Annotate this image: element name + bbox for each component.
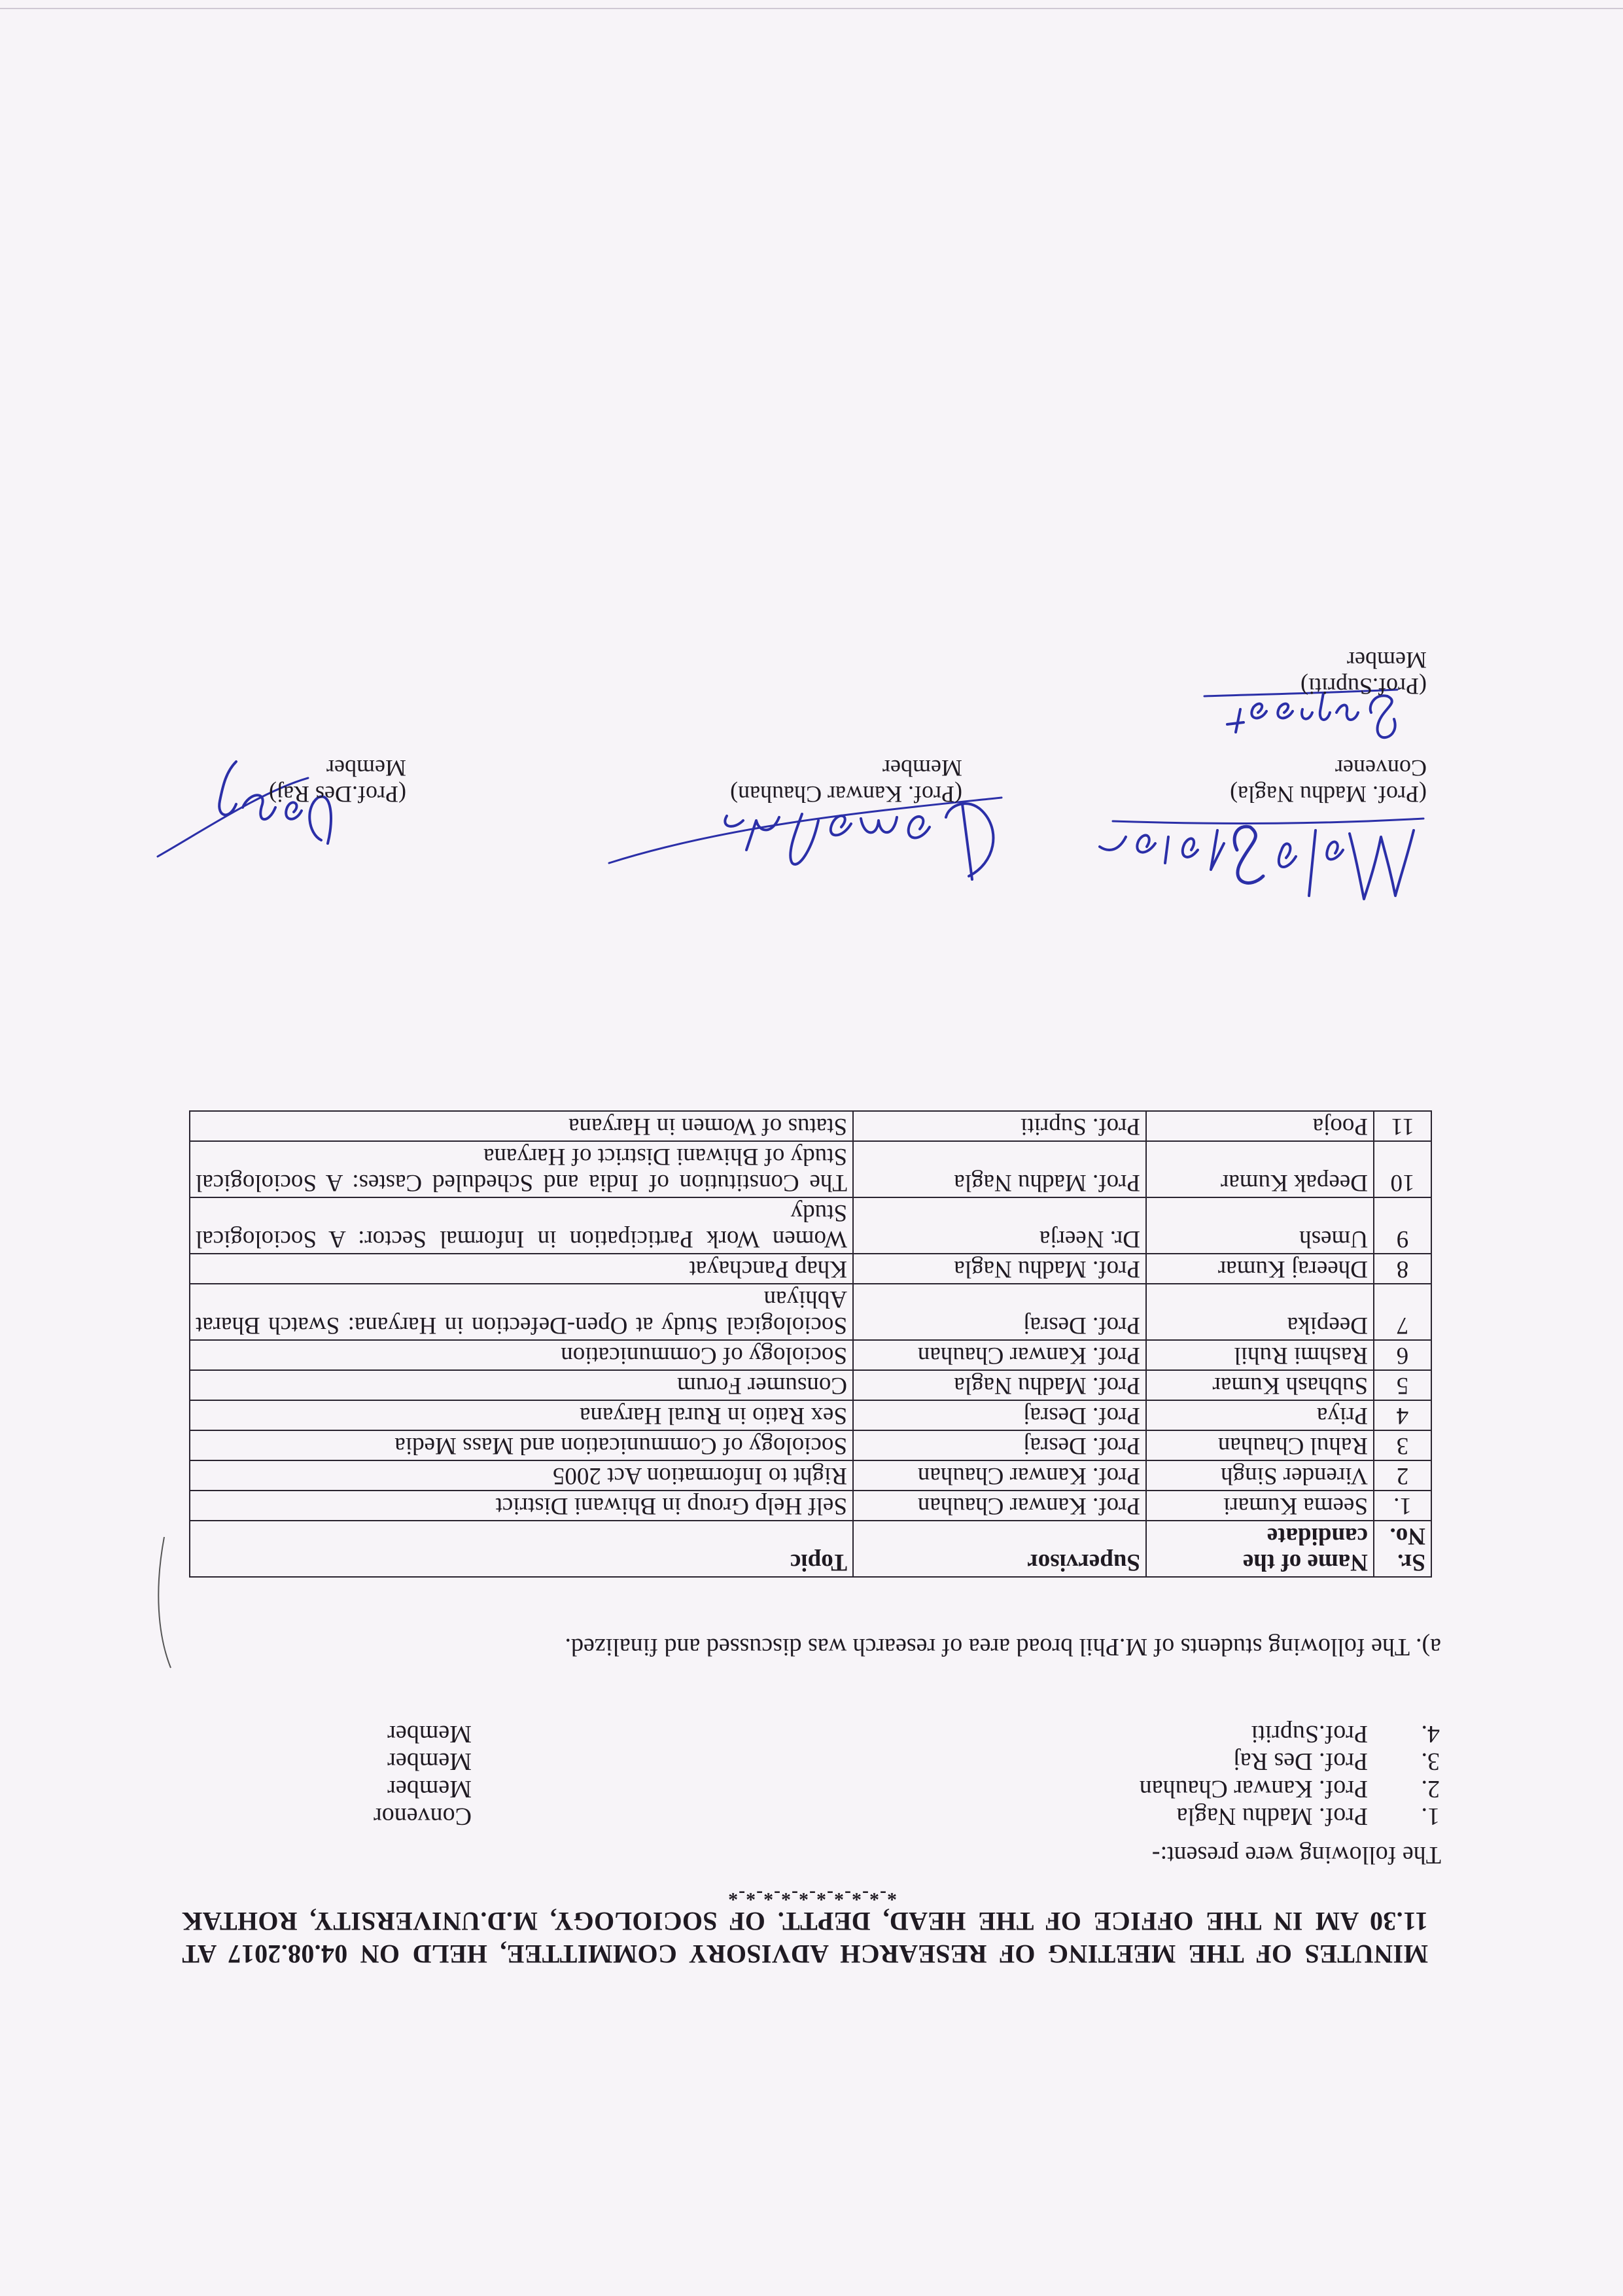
cell-candidate: Virender Singh: [1146, 1460, 1374, 1491]
cell-sr: 9: [1374, 1197, 1431, 1254]
page-bottom-edge: [0, 8, 1623, 9]
signatory-desraj: [269, 755, 406, 807]
cell-topic: Khap Panchayat: [190, 1254, 853, 1284]
member-name: Prof. Madhu Nagla: [1176, 1803, 1368, 1830]
cell-sr: 10: [1374, 1141, 1431, 1197]
cell-supervisor: Prof. Madhu Nagla: [853, 1370, 1146, 1400]
signatory-role: Member: [1347, 647, 1427, 673]
table-row: [190, 1370, 1431, 1400]
signatory-name: (Prof.Des Raj): [269, 781, 406, 807]
cell-sr: 11: [1374, 1111, 1431, 1141]
table-row: [190, 1460, 1431, 1491]
present-label: The following were present:-: [1151, 1841, 1441, 1869]
member-role: Member: [387, 1720, 472, 1748]
cell-candidate: Deepika: [1146, 1284, 1374, 1340]
cell-topic: Self Help Group in Bhiwani District: [190, 1491, 853, 1521]
table-header-row: [190, 1521, 1431, 1577]
signatory-role: Member: [326, 755, 406, 781]
cell-topic: Sociological Study at Open-Defection in Haryana: Swatch Bharat Abhiyan: [190, 1284, 853, 1340]
document-title: [182, 1905, 1428, 1970]
cell-supervisor: Prof. Desraj: [853, 1284, 1146, 1340]
title-line-1: MINUTES OF THE MEETING OF RESEARCH ADVISORY COMMITTEE, HELD ON 04.08.2017 AT: [182, 1939, 1428, 1969]
title-separator: *-*-*-*-*-*-*-*-*-*: [727, 1883, 897, 1905]
member-role: Convenor: [374, 1803, 472, 1830]
cell-sr: 4: [1374, 1400, 1431, 1430]
cell-candidate: Deepak Kumar: [1146, 1141, 1374, 1197]
cell-candidate: Priya: [1146, 1400, 1374, 1430]
member-role: Member: [387, 1748, 472, 1775]
header-topic: Topic: [190, 1521, 853, 1577]
cell-topic: Women Work Participation in Informal Sector: A Sociological Study: [190, 1197, 853, 1254]
cell-supervisor: Prof. Madhu Nagla: [853, 1254, 1146, 1284]
member-role: Member: [387, 1775, 472, 1803]
cell-supervisor: Dr. Neerja: [853, 1197, 1146, 1254]
member-number: 3.: [1421, 1748, 1440, 1775]
cell-sr: 8: [1374, 1254, 1431, 1284]
cell-candidate: Subhash Kumar: [1146, 1370, 1374, 1400]
cell-candidate: Umesh: [1146, 1197, 1374, 1254]
cell-supervisor: Prof. Kanwar Chauhan: [853, 1340, 1146, 1370]
cell-sr: 5: [1374, 1370, 1431, 1400]
table-row: [190, 1491, 1431, 1521]
cell-supervisor: Prof. Desraj: [853, 1430, 1146, 1460]
header-candidate: Name of the candidate: [1146, 1521, 1374, 1577]
table-row: [190, 1340, 1431, 1370]
table-row: [190, 1111, 1431, 1141]
table-row: [190, 1141, 1431, 1197]
cell-topic: Consumer Forum: [190, 1370, 853, 1400]
cell-sr: 2: [1374, 1460, 1431, 1491]
cell-sr: 1.: [1374, 1491, 1431, 1521]
member-number: 2.: [1421, 1775, 1440, 1803]
cell-supervisor: Prof. Supriti: [853, 1111, 1146, 1141]
research-topics-table: [189, 1110, 1432, 1578]
table-row: [190, 1430, 1431, 1460]
cell-topic: The Constitution of India and Scheduled Castes: A Sociological Study of Bhiwani District of Haryana: [190, 1141, 853, 1197]
cell-sr: 7: [1374, 1284, 1431, 1340]
cell-supervisor: Prof. Desraj: [853, 1400, 1146, 1430]
cell-topic: Sociology of Communication: [190, 1340, 853, 1370]
cell-candidate: Rashmi Ruhil: [1146, 1340, 1374, 1370]
member-number: 1.: [1421, 1803, 1440, 1830]
cell-candidate: Rahul Chauhan: [1146, 1430, 1374, 1460]
table-row: [190, 1254, 1431, 1284]
table-body: [190, 1111, 1431, 1521]
signature-madhu-nagla: [1087, 811, 1427, 935]
signatory-supriti: [1300, 647, 1427, 699]
table-row: [190, 1400, 1431, 1430]
cell-supervisor: Prof. Kanwar Chauhan: [853, 1460, 1146, 1491]
signatory-name: (Prof. Madhu Nagla): [1230, 781, 1427, 807]
signatory-name: (Prof.Supriti): [1300, 673, 1427, 699]
cell-supervisor: Prof. Kanwar Chauhan: [853, 1491, 1146, 1521]
cell-topic: Sex Ratio in Rural Haryana: [190, 1400, 853, 1430]
cell-topic: Status of Women in Haryana: [190, 1111, 853, 1141]
signatory-role: Convener: [1335, 755, 1427, 781]
member-name: Prof.Supriti: [1251, 1720, 1368, 1748]
title-line-2: 11.30 AM IN THE OFFICE OF THE HEAD, DEPTT. OF SOCIOLOGY, M.D.UNIVERSITY, ROHTAK: [182, 1907, 1428, 1936]
cell-candidate: Seema Kumari: [1146, 1491, 1374, 1521]
member-name: Prof. Des Raj: [1233, 1748, 1368, 1775]
signatory-name: (Prof. Kanwar Chauhan): [730, 781, 962, 807]
table-row: [190, 1284, 1431, 1340]
table-row: [190, 1197, 1431, 1254]
member-name: Prof. Kanwar Chauhan: [1139, 1775, 1368, 1803]
cell-topic: Sociology of Communication and Mass Media: [190, 1430, 853, 1460]
cell-candidate: Pooja: [1146, 1111, 1374, 1141]
scan-artifact: [131, 1530, 184, 1674]
header-sr: Sr. No.: [1374, 1521, 1431, 1577]
signatory-kanwar: [730, 755, 962, 807]
cell-sr: 6: [1374, 1340, 1431, 1370]
signatory-madhu: [1230, 755, 1427, 807]
member-number: 4.: [1421, 1720, 1440, 1748]
cell-candidate: Dheeraj Kumar: [1146, 1254, 1374, 1284]
intro-text: a). The following students of M.Phil broad area of research was discussed and finalized.: [565, 1633, 1441, 1661]
cell-sr: 3: [1374, 1430, 1431, 1460]
cell-topic: Right to Information Act 2005: [190, 1460, 853, 1491]
header-supervisor: Supervisor: [853, 1521, 1146, 1577]
signatory-role: Member: [882, 755, 962, 781]
cell-supervisor: Prof. Madhu Nagla: [853, 1141, 1146, 1197]
